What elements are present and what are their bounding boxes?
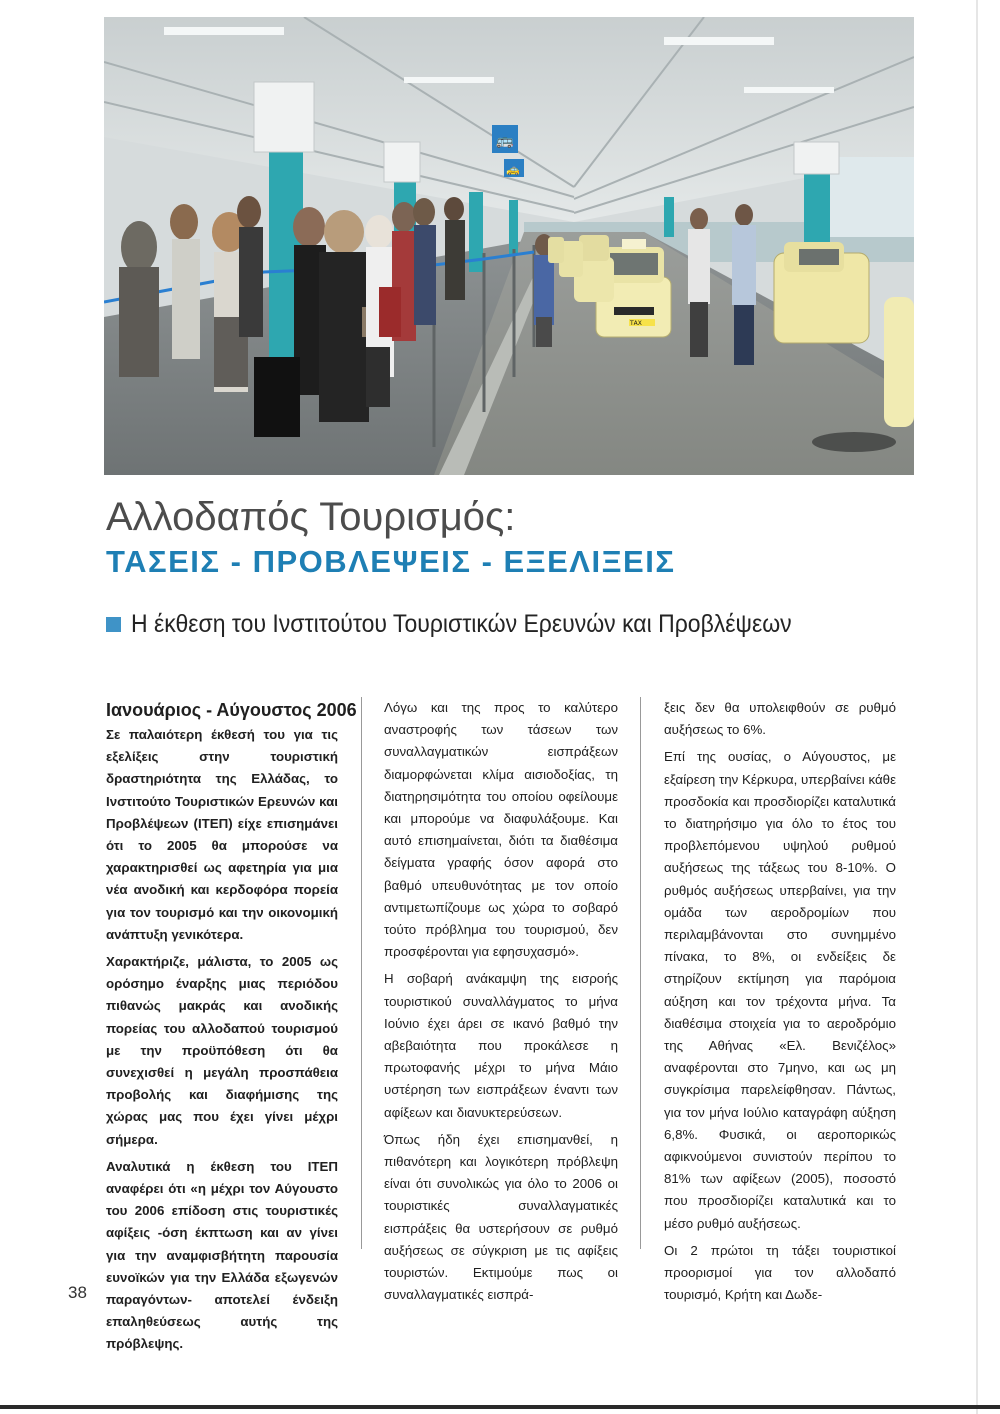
- article-title-main: Αλλοδαπός Τουρισμός:: [106, 495, 516, 539]
- paragraph: ξεις δεν θα υπολειφθούν σε ρυθμό αυξήσεως το 6%.: [664, 700, 896, 738]
- bottom-rule: [0, 1405, 1000, 1409]
- article-subtitle-text: Η έκθεση του Ινστιτούτου Τουριστικών Ερευνών και Προβλέψεων: [131, 610, 792, 638]
- paragraph: Αναλυτικά η έκθεση του ΙΤΕΠ αναφέρει ότι «η μέχρι τον Αύγουστο του 2006 επίδοση στις τουριστικές αφίξεις -όση έκπτωση και αν γίνει για την αναμφισβήτητη παρουσία ευνοϊκών για την Ελλάδα εξωγενών παραγόντων- αποτελεί ένδειξη επαληθεύσεως αυτής της πρόβλεψης.: [106, 1158, 338, 1352]
- page-edge: [976, 0, 978, 1414]
- paragraph: Χαρακτήριζε, μάλιστα, το 2005 ως ορόσημο έναρξης μιας περιόδου πιθανώς μακράς και ανοδικής πορείας του αλλοδαπού τουρισμού με την προϋπόθεση ότι θα συνεχισθεί η μεγάλη προσπάθεια προβολής και διαφήμισης της χώρας μας που έχει γίνει μέχρι σήμερα.: [106, 954, 338, 1147]
- column-divider: [361, 697, 362, 1249]
- column-divider: [640, 697, 641, 1249]
- bus-sign-icon: 🚌: [496, 133, 514, 149]
- paragraph: Όπως ήδη έχει επισημανθεί, η πιθανότερη και λογικότερη πρόβλεψη είναι ότι συνολικώς για όλο το 2006 οι τουριστικές συναλλαγματικές εισπράξεις θα υστερήσουν σε ρυθμό αυξήσεως σε σύγκριση με τις αφίξεις τουριστών. Εκτιμούμε πως οι συναλλαγματικές εισπρά-: [384, 1131, 618, 1303]
- taxi-sign-icon: 🚕: [506, 163, 520, 176]
- article-title-sub: ΤΑΣΕΙΣ - ΠΡΟΒΛΕΨΕΙΣ - ΕΞΕΛΙΞΕΙΣ: [106, 544, 676, 579]
- paragraph: Επί της ουσίας, ο Αύγουστος, με εξαίρεση την Κέρκυρα, υπερβαίνει κάθε προσδοκία και προσδιορίζει καταλυτικά το διατηρήσιμο για όλο το έτος του προβλεπόμενου υψηλού ρυθμού αυξήσεως της τάξεως του 8-10%. Ο ρυθμός αυξήσεως υπερβαίνει, για την ομάδα των αεροδρομίων που περιλαμβάνονται στο συνημμένο πίνακα, το 8%, οι ενδείξεις δε στηρίζουν εκτίμηση για παρόμοια αύξηση και τον τρέχοντα μήνα. Τα διαθέσιμα στοιχεία για το αεροδρόμιο της Αθήνας «Ελ. Βενιζέλος» αναφέρονται στο 7μηνο, και ως μη συγκρίσιμα παρελείφθησαν. Πάντως, για τον μήνα Ιούλιο καταγράφη αύξηση 6,8%. Φυσικά, οι αεροπορικώς αφικνούμενοι συνιστούν περίπου το 81% των αφίξεων (2005), ποσοστό που προσδιορίζει καταλυτικά και το μέσο ρυθμό αυξήσεως.: [664, 749, 896, 1231]
- paragraph: Οι 2 πρώτοι τη τάξει τουριστικοί προορισμοί για τον αλλοδαπό τουρισμό, Κρήτη και Δωδε-: [664, 1242, 896, 1303]
- airport-taxi-photo: [104, 17, 914, 475]
- article-column-3: [664, 697, 896, 1311]
- article-column-2: [384, 697, 618, 1311]
- date-heading: Ιανουάριος - Αύγουστος 2006: [106, 700, 357, 720]
- square-bullet-icon: [106, 617, 121, 632]
- paragraph: Η σοβαρή ανάκαμψη της εισροής τουριστικού συναλλάγματος το μήνα Ιούνιο έχει άρει σε ικανό βαθμό την αβεβαιότητα που προκάλεσε η πρωτοφανής μέχρι το μήνα Μάιο υστέρηση των εισπράξεων έναντι των αφίξεων και διανυκτερεύσεων.: [384, 971, 618, 1120]
- page-number: 38: [68, 1283, 87, 1302]
- article-subtitle: [106, 610, 849, 639]
- article-column-1: [106, 697, 357, 1361]
- license-plate: ΤΑΧ: [630, 320, 642, 327]
- paragraph: Σε παλαιότερη έκθεσή του για τις εξελίξεις στην τουριστική δραστηριότητα της Ελλάδας, το Ινστιτούτο Τουριστικών Ερευνών και Προβλέψεων (ΙΤΕΠ) είχε επισημάνει ότι το 2005 θα μπορούσε να χαρακτηρισθεί ως αφετηρία για μια νέα ανοδική και κερδοφόρα πορεία για τον τουρισμό και την οικονομική ανάπτυξη γενικότερα.: [106, 727, 338, 942]
- article-title: [106, 495, 916, 579]
- paragraph: Λόγω και της προς το καλύτερο αναστροφής των τάσεων των συναλλαγματικών εισπράξεων διαμορφώνεται κλίμα αισιοδοξίας, τη διατηρησιμότητα του οποίου οφείλουμε και μπορούμε να διαφυλάξουμε. Και αυτό επισημαίνεται, διότι τα διαθέσιμα δείγματα γραφής όσον αφορά στο βαθμό υπευθυνότητας με τον οποίο αντιμετωπίζουμε ως χώρα το σοβαρό τούτο πρόβλημα του τουρισμού, δεν προσφέρονται για εφησυχασμό».: [384, 700, 618, 960]
